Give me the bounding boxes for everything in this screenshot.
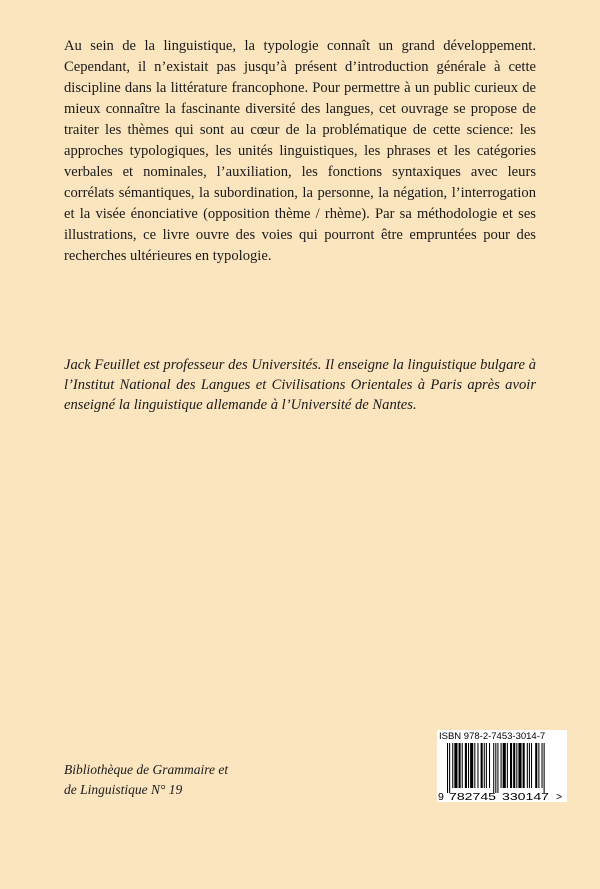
series-title: [64, 760, 228, 800]
author-bio: Jack Feuillet est professeur des Universités. Il enseigne la linguistique bulgare à l’Institut National des Langues et Civilisations Orientales à Paris après avoir enseigné la linguistique allemande à l’Université de Nantes.: [64, 357, 536, 413]
isbn-label: ISBN 978-2-7453-3014-7: [439, 731, 546, 742]
barcode-left-digits: 782745: [449, 791, 497, 802]
barcode-end-mark: >: [556, 791, 563, 802]
isbn-barcode: [437, 730, 567, 802]
series-title-line-1: Bibliothèque de Grammaire et: [64, 762, 229, 777]
book-description: Au sein de la linguistique, la typologie connaît un grand développement. Cependant, il n’existait pas jusqu’à présent d’introduction générale à cette discipline dans la littérature francophone. Pour permettre à un public curieux de mieux connaître la fascinante diversité des langues, cet ouvrage se propose de traiter les thèmes qui sont au cœur de la problématique de cette science: les approches typologiques, les unités linguistiques, les phrases et les catégories verbales et nominales, l’auxiliation, les fonctions syntaxiques avec leurs corrélats sémantiques, la subordination, la personne, la négation, l’interrogation et la visée énonciative (opposition thème / rhème). Par sa méthodologie et ses illustrations, ce livre ouvre des voies qui pourront être empruntées pour des recherches ultérieures en typologie.: [64, 38, 536, 264]
barcode-first-digit: 9: [438, 791, 444, 802]
series-title-line-2: de Linguistique N° 19: [64, 782, 183, 797]
barcode-right-digits: 330147: [502, 791, 550, 802]
barcode-image: [437, 743, 567, 802]
